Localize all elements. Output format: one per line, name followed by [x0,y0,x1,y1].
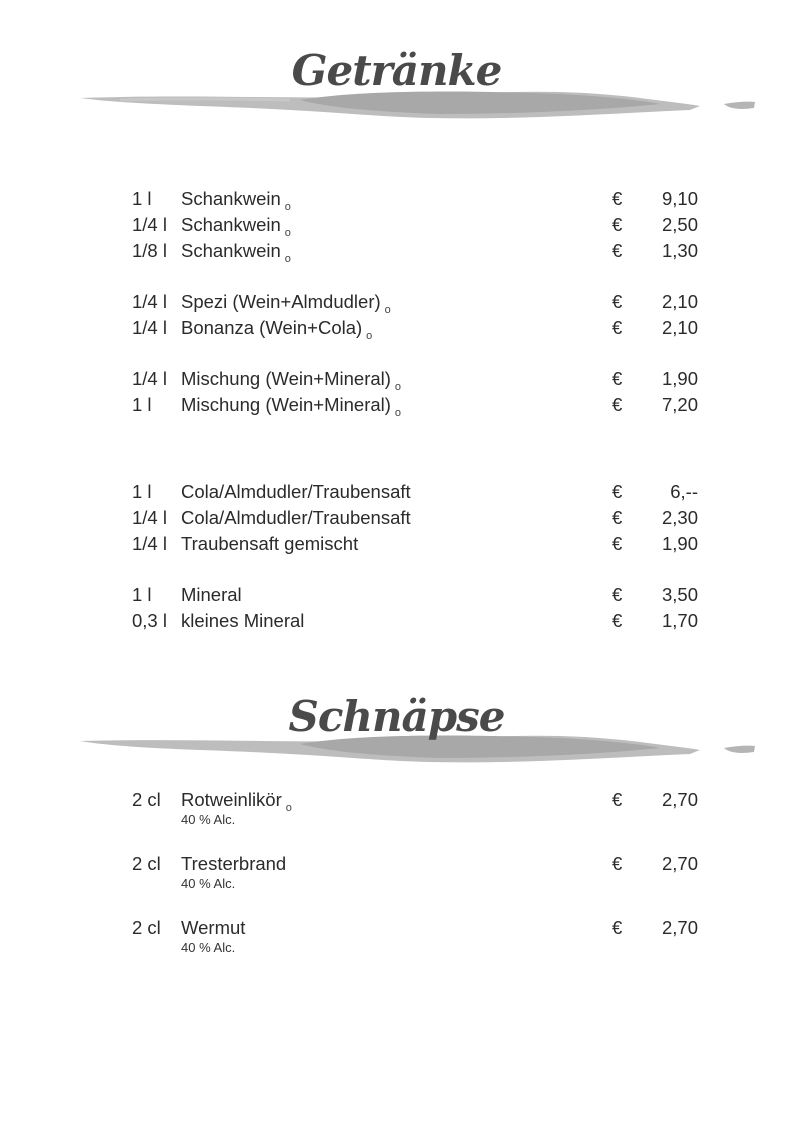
item-price: 6,-- [670,481,698,502]
item-mark: o [284,227,291,239]
item-price: 1,30 [661,240,698,261]
item-name: Mischung (Wein+Mineral) [181,394,391,415]
item-quantity: 1/4 l [132,317,167,338]
drinks-row [0,186,793,212]
item-name: kleines Mineral [181,610,305,631]
item-name: Schankwein [181,214,281,235]
item-price: 2,10 [661,317,698,338]
currency-symbol: € [612,853,623,874]
item-name: Schankwein [181,240,281,261]
currency-symbol: € [612,789,623,810]
item-alcohol-note: 40 % Alc. [181,812,236,827]
item-price: 2,70 [661,853,698,874]
item-name: Mischung (Wein+Mineral) [181,368,391,389]
item-quantity: 1 l [132,394,152,415]
item-name: Cola/Almdudler/Traubensaft [181,507,411,528]
item-quantity: 1 l [132,584,152,605]
currency-symbol: € [612,188,623,209]
item-price: 1,70 [661,610,698,631]
item-price: 1,90 [661,368,698,389]
item-name: Spezi (Wein+Almdudler) [181,291,381,312]
drinks-row [0,366,793,392]
section-title-schnaepse: Schnäpse [288,692,505,741]
currency-symbol: € [612,214,623,235]
currency-symbol: € [612,917,623,938]
item-mark: o [384,304,391,316]
drinks-row [0,531,793,557]
drinks-row [0,582,793,608]
item-name-wrapper [181,238,291,272]
drinks-row [0,608,793,634]
item-name: Mineral [181,584,242,605]
item-quantity: 1/4 l [132,533,167,554]
currency-symbol: € [612,317,623,338]
item-name-wrapper [181,531,362,565]
item-quantity: 1 l [132,188,152,209]
drinks-row [0,289,793,315]
currency-symbol: € [612,610,623,631]
section-header-schnaepse [0,686,793,776]
item-quantity: 1/4 l [132,507,167,528]
item-quantity: 1/8 l [132,240,167,261]
item-quantity: 1 l [132,481,152,502]
item-price: 2,70 [661,917,698,938]
item-price: 2,30 [661,507,698,528]
currency-symbol: € [612,240,623,261]
item-price: 7,20 [661,394,698,415]
item-quantity: 1/4 l [132,214,167,235]
item-name: Traubensaft gemischt [181,533,359,554]
item-quantity: 1/4 l [132,291,167,312]
drinks-row [0,212,793,238]
item-alcohol-note: 40 % Alc. [181,876,236,891]
drinks-row [0,479,793,505]
item-mark: o [284,253,291,265]
item-mark: o [284,201,291,213]
drinks-row [0,392,793,418]
item-price: 9,10 [661,188,698,209]
spirits-row [0,787,793,813]
item-name: Tresterbrand [181,853,287,874]
drinks-row [0,238,793,264]
currency-symbol: € [612,291,623,312]
currency-symbol: € [612,507,623,528]
item-mark: o [366,330,373,342]
drinks-row [0,505,793,531]
item-price: 2,50 [661,214,698,235]
item-mark: o [394,407,402,419]
item-name-wrapper [181,315,372,349]
spirits-row [0,851,793,877]
item-name: Bonanza (Wein+Cola) [181,317,363,338]
section-title-getraenke: Getränke [291,46,502,95]
item-name: Cola/Almdudler/Traubensaft [181,481,411,502]
item-mark: o [394,381,402,393]
item-alcohol-note: 40 % Alc. [181,940,236,955]
item-quantity: 2 cl [132,853,161,874]
section-header-getraenke [0,40,793,130]
currency-symbol: € [612,584,623,605]
item-mark: o [285,802,292,814]
item-price: 2,70 [661,789,698,810]
item-price: 2,10 [661,291,698,312]
currency-symbol: € [612,394,623,415]
spirits-row [0,915,793,941]
item-name-wrapper [181,392,401,426]
item-price: 3,50 [661,584,698,605]
item-name: Rotweinlikör [181,789,282,810]
item-quantity: 1/4 l [132,368,167,389]
currency-symbol: € [612,481,623,502]
currency-symbol: € [612,368,623,389]
item-quantity: 2 cl [132,789,161,810]
item-name-wrapper [181,608,308,642]
item-price: 1,90 [661,533,698,554]
currency-symbol: € [612,533,623,554]
item-quantity: 2 cl [132,917,161,938]
drinks-row [0,315,793,341]
item-name: Wermut [181,917,246,938]
item-quantity: 0,3 l [132,610,167,631]
item-name: Schankwein [181,188,281,209]
